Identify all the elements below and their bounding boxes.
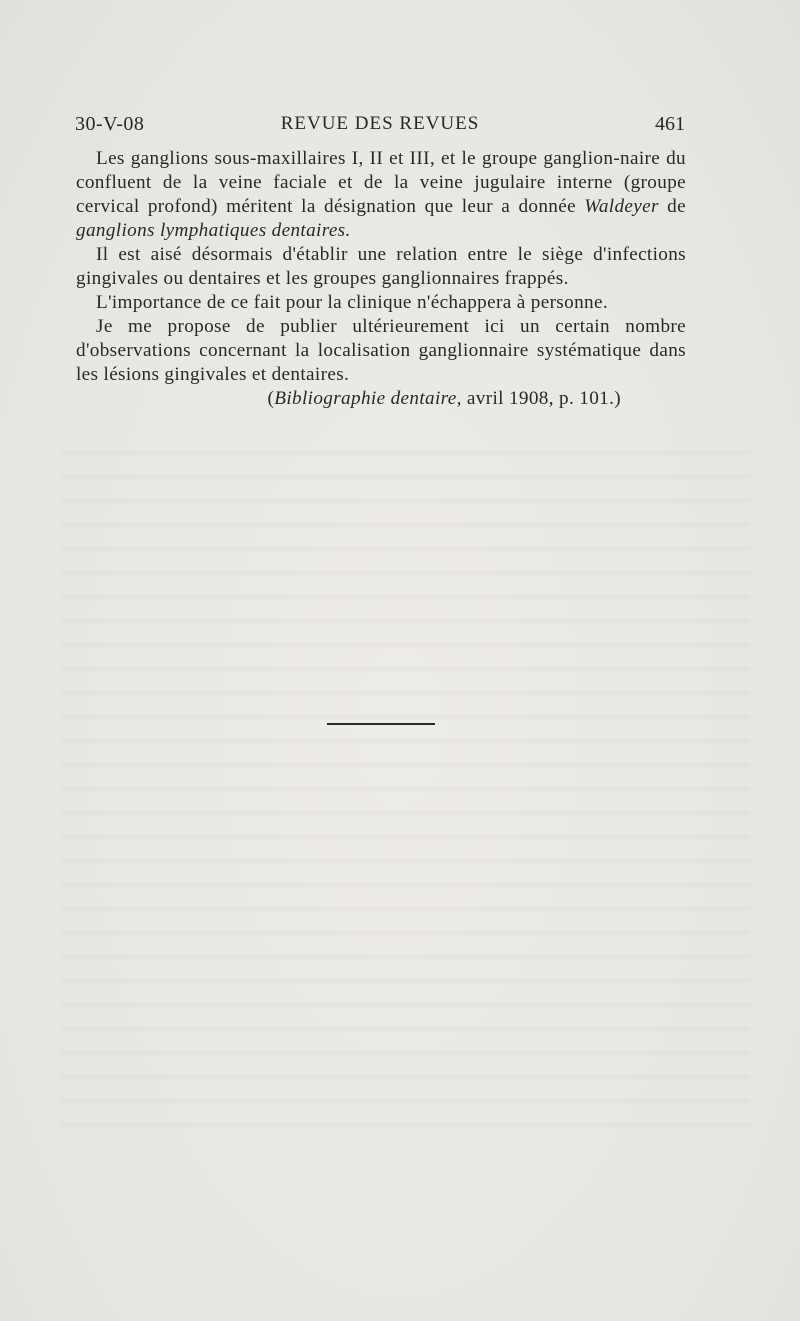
header-title: REVUE DES REVUES: [280, 113, 480, 134]
paragraph-1-text: Les ganglions sous-maxillaires I, II et III, et le groupe ganglion-naire du confluent de la veine faciale et de la veine jugulaire interne (groupe cervical profond) méritent la désignation que leur a donnée: [76, 148, 686, 217]
header-page-number: 461: [655, 113, 685, 135]
author-name: Waldeyer: [584, 196, 659, 217]
paragraph-2: Il est aisé désormais d'établir une relation entre le siège d'infections gingivales ou dentaires et les groupes ganglionnaires frappés.: [76, 244, 686, 289]
article-body: [76, 147, 686, 411]
ref-details: avril 1908, p. 101.): [461, 388, 621, 409]
term-emphasis: ganglions lymphatiques dentaires.: [76, 220, 351, 241]
header-date: 30-V-08: [75, 113, 145, 135]
bleed-through-texture: [60, 440, 750, 1140]
ref-source: Bibliographie dentaire,: [274, 388, 462, 409]
paragraph-3: L'importance de ce fait pour la clinique n'échappera à personne.: [96, 292, 608, 313]
running-header: [75, 113, 685, 141]
paragraph-1-connector: de: [658, 196, 686, 217]
bibliographic-reference: [76, 387, 686, 411]
paragraph-1: [76, 147, 686, 243]
ref-open-paren: (: [267, 388, 275, 409]
section-divider: [327, 723, 435, 725]
paragraph-4: Je me propose de publier ultérieurement ici un certain nombre d'observations concernant la localisation ganglionnaire systématique dans les lésions gingivales et dentaires.: [76, 316, 686, 385]
